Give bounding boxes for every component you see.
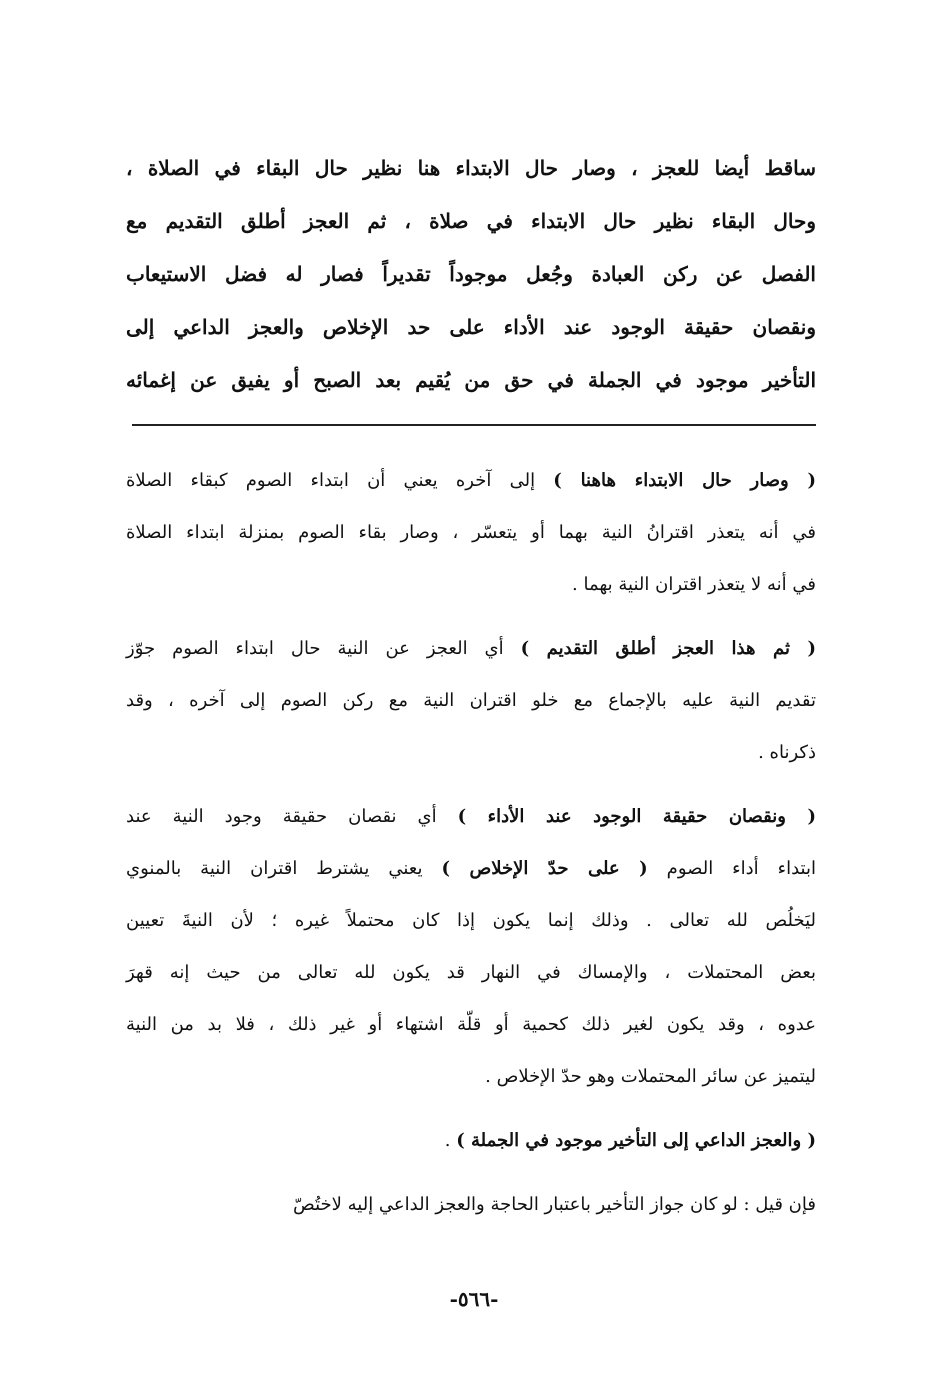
commentary-line: ذكرناه . xyxy=(758,742,816,763)
commentary-line xyxy=(126,623,816,675)
quoted-phrase: ( وصار حال الابتداء هاهنا ) xyxy=(553,470,816,491)
main-text-line: التأخير موجود في الجملة في حق من يُقيم بعد الصبح أو يفيق عن إغمائه xyxy=(126,368,816,392)
commentary-line xyxy=(126,455,816,507)
quoted-phrase: ( ثم هذا العجز أطلق التقديم ) xyxy=(520,638,816,659)
main-text-line: وحال البقاء نظير حال الابتداء في صلاة ، ثم العجز أطلق التقديم مع xyxy=(126,209,816,233)
commentary-text: يعني يشترط اقتران النية بالمنوي xyxy=(126,858,442,879)
commentary-line xyxy=(126,843,816,895)
commentary-line: تقديم النية عليه بالإجماع مع خلو اقتران النية مع ركن الصوم إلى آخره ، وقد xyxy=(126,690,816,711)
quoted-phrase: ( على حدّ الإخلاص ) xyxy=(441,858,648,879)
main-text-line: ساقط أيضا للعجز ، وصار حال الابتداء هنا نظير حال البقاء في الصلاة ، xyxy=(126,156,816,180)
commentary-text: أي نقصان حقيقة وجود النية عند xyxy=(126,806,458,827)
commentary-line xyxy=(126,791,816,843)
commentary-paragraph-4 xyxy=(126,1115,816,1167)
commentary-text: أي العجز عن النية حال ابتداء الصوم جوّز xyxy=(126,638,521,659)
page-number: -٥٦٦- xyxy=(449,1287,499,1311)
section-divider xyxy=(132,424,816,426)
commentary-line: فإن قيل : لو كان جواز التأخير باعتبار الحاجة والعجز الداعي إليه لاختُصّ xyxy=(293,1194,816,1215)
commentary-text: ابتداء أداء الصوم xyxy=(647,858,816,879)
commentary-text: . xyxy=(444,1130,457,1151)
commentary-text: إلى آخره يعني أن ابتداء الصوم كبقاء الصلاة xyxy=(126,470,554,491)
commentary-line: بعض المحتملات ، والإمساك في النهار قد يكون لله تعالى من حيث إنه قهرَ xyxy=(126,962,816,983)
commentary-line xyxy=(126,1115,816,1167)
commentary-paragraph-5 xyxy=(126,1179,816,1231)
commentary-paragraph-1 xyxy=(126,455,816,611)
main-text-line: الفصل عن ركن العبادة وجُعل موجوداً تقديراً فصار له فضل الاستيعاب xyxy=(126,262,816,286)
main-text-block xyxy=(126,142,816,407)
commentary-line: ليتميز عن سائر المحتملات وهو حدّ الإخلاص . xyxy=(485,1066,816,1087)
commentary-line: في أنه لا يتعذر اقتران النية بهما . xyxy=(572,574,816,595)
commentary-line: في أنه يتعذر اقترانُ النية بهما أو يتعسّر ، وصار بقاء الصوم بمنزلة ابتداء الصلاة xyxy=(126,522,816,543)
commentary-line: عدوه ، وقد يكون لغير ذلك كحمية أو قلّة اشتهاء أو غير ذلك ، فلا بد من النية xyxy=(126,1014,816,1035)
main-text-line: ونقصان حقيقة الوجود عند الأداء على حد الإخلاص والعجز الداعي إلى xyxy=(126,315,816,339)
commentary-paragraph-2 xyxy=(126,623,816,779)
quoted-phrase: ( والعجز الداعي إلى التأخير موجود في الجملة ) xyxy=(456,1130,816,1151)
quoted-phrase: ( ونقصان حقيقة الوجود عند الأداء ) xyxy=(457,806,816,827)
commentary-block xyxy=(126,455,816,1243)
commentary-line: ليَخلُص لله تعالى . وذلك إنما يكون إذا كان محتملاً غيره ؛ لأن النيةَ تعيين xyxy=(126,910,816,931)
commentary-paragraph-3 xyxy=(126,791,816,1103)
